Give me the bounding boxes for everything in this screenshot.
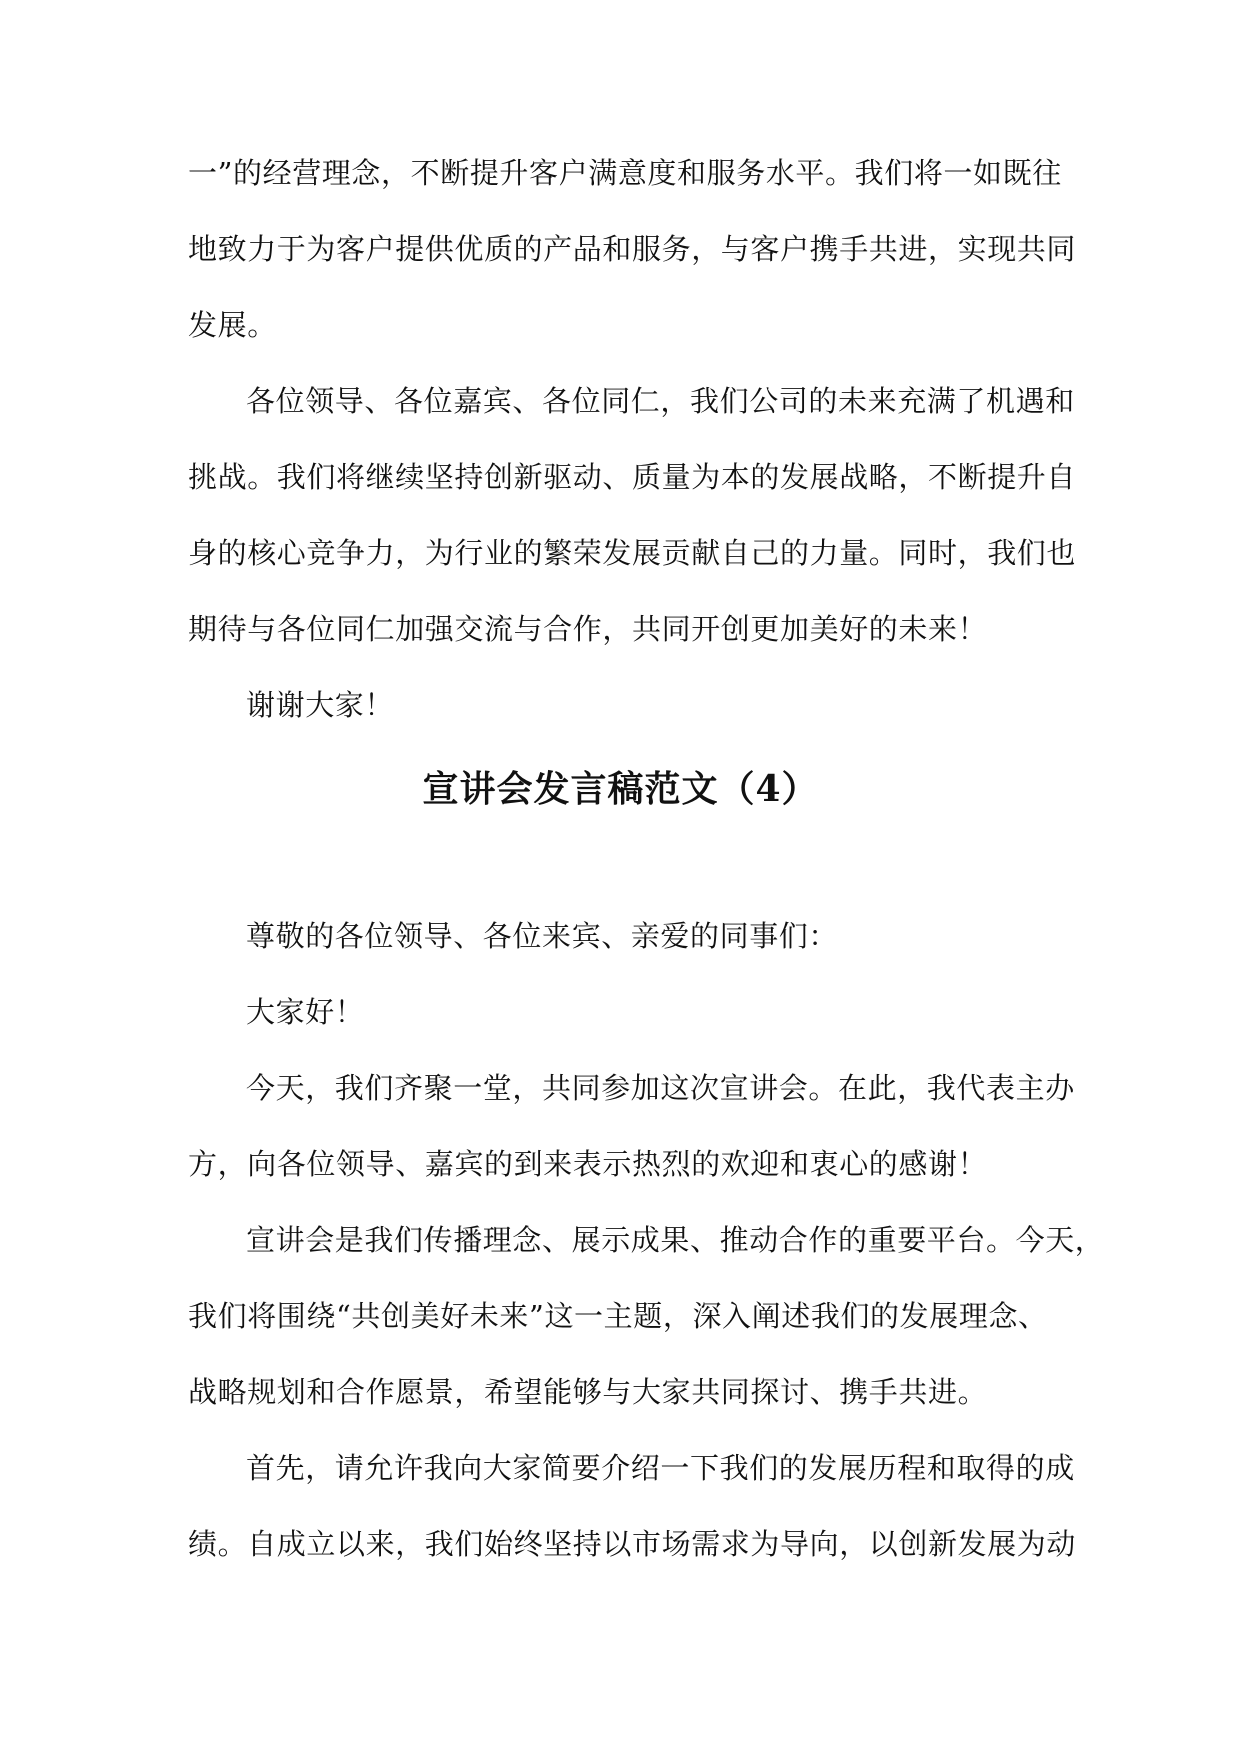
paragraph-line: 挑战。我们将继续坚持创新驱动、质量为本的发展战略，不断提升自 — [188, 460, 1077, 494]
section-1-text — [188, 135, 1077, 743]
paragraph-line: 地致力于为客户提供优质的产品和服务，与客户携手共进，实现共同 — [188, 232, 1077, 266]
paragraph-line: 方，向各位领导、嘉宾的到来表示热烈的欢迎和衷心的感谢！ — [188, 1147, 988, 1181]
paragraph-line: 我们将围绕“共创美好未来”这一主题，深入阐述我们的发展理念、 — [188, 1299, 1048, 1333]
paragraph-line: 今天，我们齐聚一堂，共同参加这次宣讲会。在此，我代表主办 — [246, 1071, 1075, 1105]
paragraph-line: 宣讲会是我们传播理念、展示成果、推动合作的重要平台。今天， — [246, 1223, 1105, 1257]
paragraph-line: 绩。自成立以来，我们始终坚持以市场需求为导向，以创新发展为动 — [188, 1527, 1077, 1561]
paragraph-line: 首先，请允许我向大家简要介绍一下我们的发展历程和取得的成 — [246, 1451, 1075, 1485]
paragraph-line: 一”的经营理念，不断提升客户满意度和服务水平。我们将一如既往 — [188, 156, 1062, 190]
section-heading: 宣讲会发言稿范文（4） — [422, 768, 819, 810]
paragraph-line: 发展。 — [188, 308, 277, 342]
paragraph-line: 各位领导、各位嘉宾、各位同仁，我们公司的未来充满了机遇和 — [246, 384, 1075, 418]
paragraph-line: 尊敬的各位领导、各位来宾、亲爱的同事们： — [246, 919, 839, 953]
paragraph-line: 身的核心竞争力，为行业的繁荣发展贡献自己的力量。同时，我们也 — [188, 536, 1077, 570]
paragraph-line: 期待与各位同仁加强交流与合作，共同开创更加美好的未来！ — [188, 612, 988, 646]
paragraph-line: 战略规划和合作愿景，希望能够与大家共同探讨、携手共进。 — [188, 1375, 988, 1409]
paragraph-line: 大家好！ — [246, 995, 365, 1029]
paragraph-line: 谢谢大家！ — [246, 688, 395, 722]
section-2-text — [188, 898, 1105, 1582]
